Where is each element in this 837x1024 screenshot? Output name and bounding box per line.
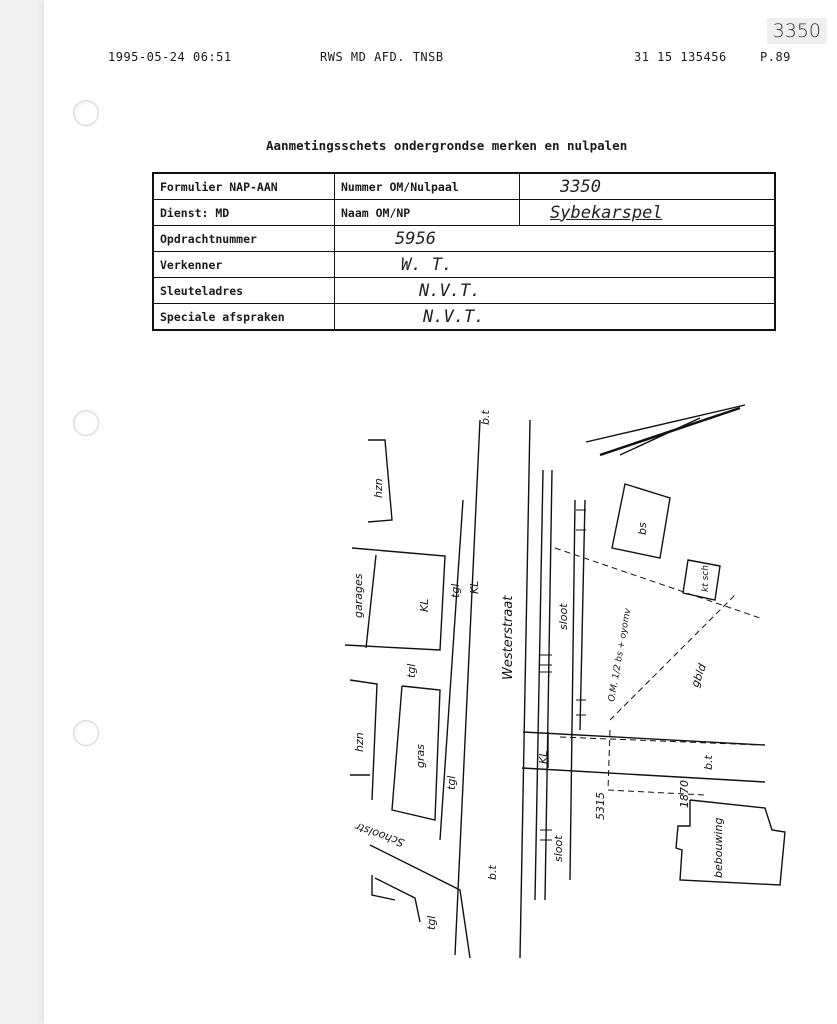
form-label: Verkenner bbox=[153, 252, 335, 278]
form-label: Opdrachtnummer bbox=[153, 226, 335, 252]
label-om-note: O.M. 1/2 bs + oyomv bbox=[607, 607, 634, 703]
label-bt-top: b.t bbox=[479, 410, 492, 425]
label-garages: garages bbox=[352, 573, 365, 618]
label-bt-right: b.t bbox=[702, 755, 715, 770]
special-agreements-value: N.V.T. bbox=[335, 304, 776, 331]
label-hzn-bottom: hzn bbox=[353, 732, 366, 752]
form-title: Aanmetingsschets ondergrondse merken en nulpalen bbox=[266, 138, 628, 153]
building-bebouwing bbox=[676, 800, 785, 885]
ditch-line bbox=[580, 500, 585, 730]
label-bebouwing: bebouwing bbox=[712, 817, 725, 878]
label-tgl: tgl bbox=[449, 583, 462, 598]
road-edge-line bbox=[455, 420, 480, 955]
fax-page-number: P.89 bbox=[760, 50, 791, 64]
order-number-value: 5956 bbox=[335, 226, 776, 252]
form-label: Formulier NAP-AAN bbox=[153, 173, 335, 200]
label-tgl: tgl bbox=[405, 663, 418, 678]
measure-line bbox=[555, 548, 760, 618]
label-sloot-bottom: sloot bbox=[552, 835, 565, 862]
label-hzn-top: hzn bbox=[372, 478, 385, 498]
label-bt-bottom: b.t bbox=[486, 865, 499, 880]
crossing-road-line bbox=[522, 768, 765, 782]
surveyor-value: W. T. bbox=[335, 252, 776, 278]
label-schoolstraat: Schoolstr bbox=[353, 819, 407, 850]
road-edge-line bbox=[520, 420, 530, 958]
label-measure: 1870 bbox=[678, 780, 691, 808]
label-street-name: Westerstraat bbox=[501, 595, 516, 680]
form-label: Speciale afspraken bbox=[153, 304, 335, 331]
label-gbld: gbld bbox=[688, 662, 710, 690]
ditch-line bbox=[545, 470, 552, 900]
form-field-label: Naam OM/NP bbox=[335, 200, 520, 226]
measure-line bbox=[560, 737, 760, 745]
label-kt-sch: kt sch bbox=[701, 565, 711, 592]
measure-line bbox=[608, 730, 610, 790]
ditch-line bbox=[570, 500, 575, 880]
fax-phone: 31 15 135456 bbox=[634, 50, 727, 64]
fax-sender: RWS MD AFD. TNSB bbox=[320, 50, 444, 64]
label-kl-mid: KL bbox=[468, 580, 481, 594]
fax-datetime: 1995-05-24 06:51 bbox=[108, 50, 232, 64]
form-label: Dienst: MD bbox=[153, 200, 335, 226]
om-name-value: Sybekarspel bbox=[520, 200, 776, 226]
form-field-label: Nummer OM/Nulpaal bbox=[335, 173, 520, 200]
corner-number: 3350 bbox=[767, 18, 827, 44]
north-arrow-line bbox=[586, 405, 745, 442]
label-tgl: tgl bbox=[425, 915, 438, 930]
label-tgl: tgl bbox=[445, 775, 458, 790]
form-label: Sleuteladres bbox=[153, 278, 335, 304]
divider-line bbox=[366, 555, 376, 648]
label-sloot-top: sloot bbox=[557, 603, 570, 630]
om-number-value: 3350 bbox=[520, 173, 776, 200]
label-bs: bs bbox=[636, 522, 649, 535]
crossing-road-line bbox=[523, 732, 765, 745]
key-address-value: N.V.T. bbox=[335, 278, 776, 304]
building-bs bbox=[612, 484, 670, 558]
label-kl-left: KL bbox=[418, 598, 431, 612]
label-kl-road: KL bbox=[537, 750, 550, 764]
north-arrow-line bbox=[620, 418, 700, 455]
label-num: 5315 bbox=[594, 792, 607, 820]
label-gras: gras bbox=[414, 744, 427, 768]
ditch-line bbox=[535, 470, 543, 900]
side-street-line bbox=[375, 878, 420, 922]
